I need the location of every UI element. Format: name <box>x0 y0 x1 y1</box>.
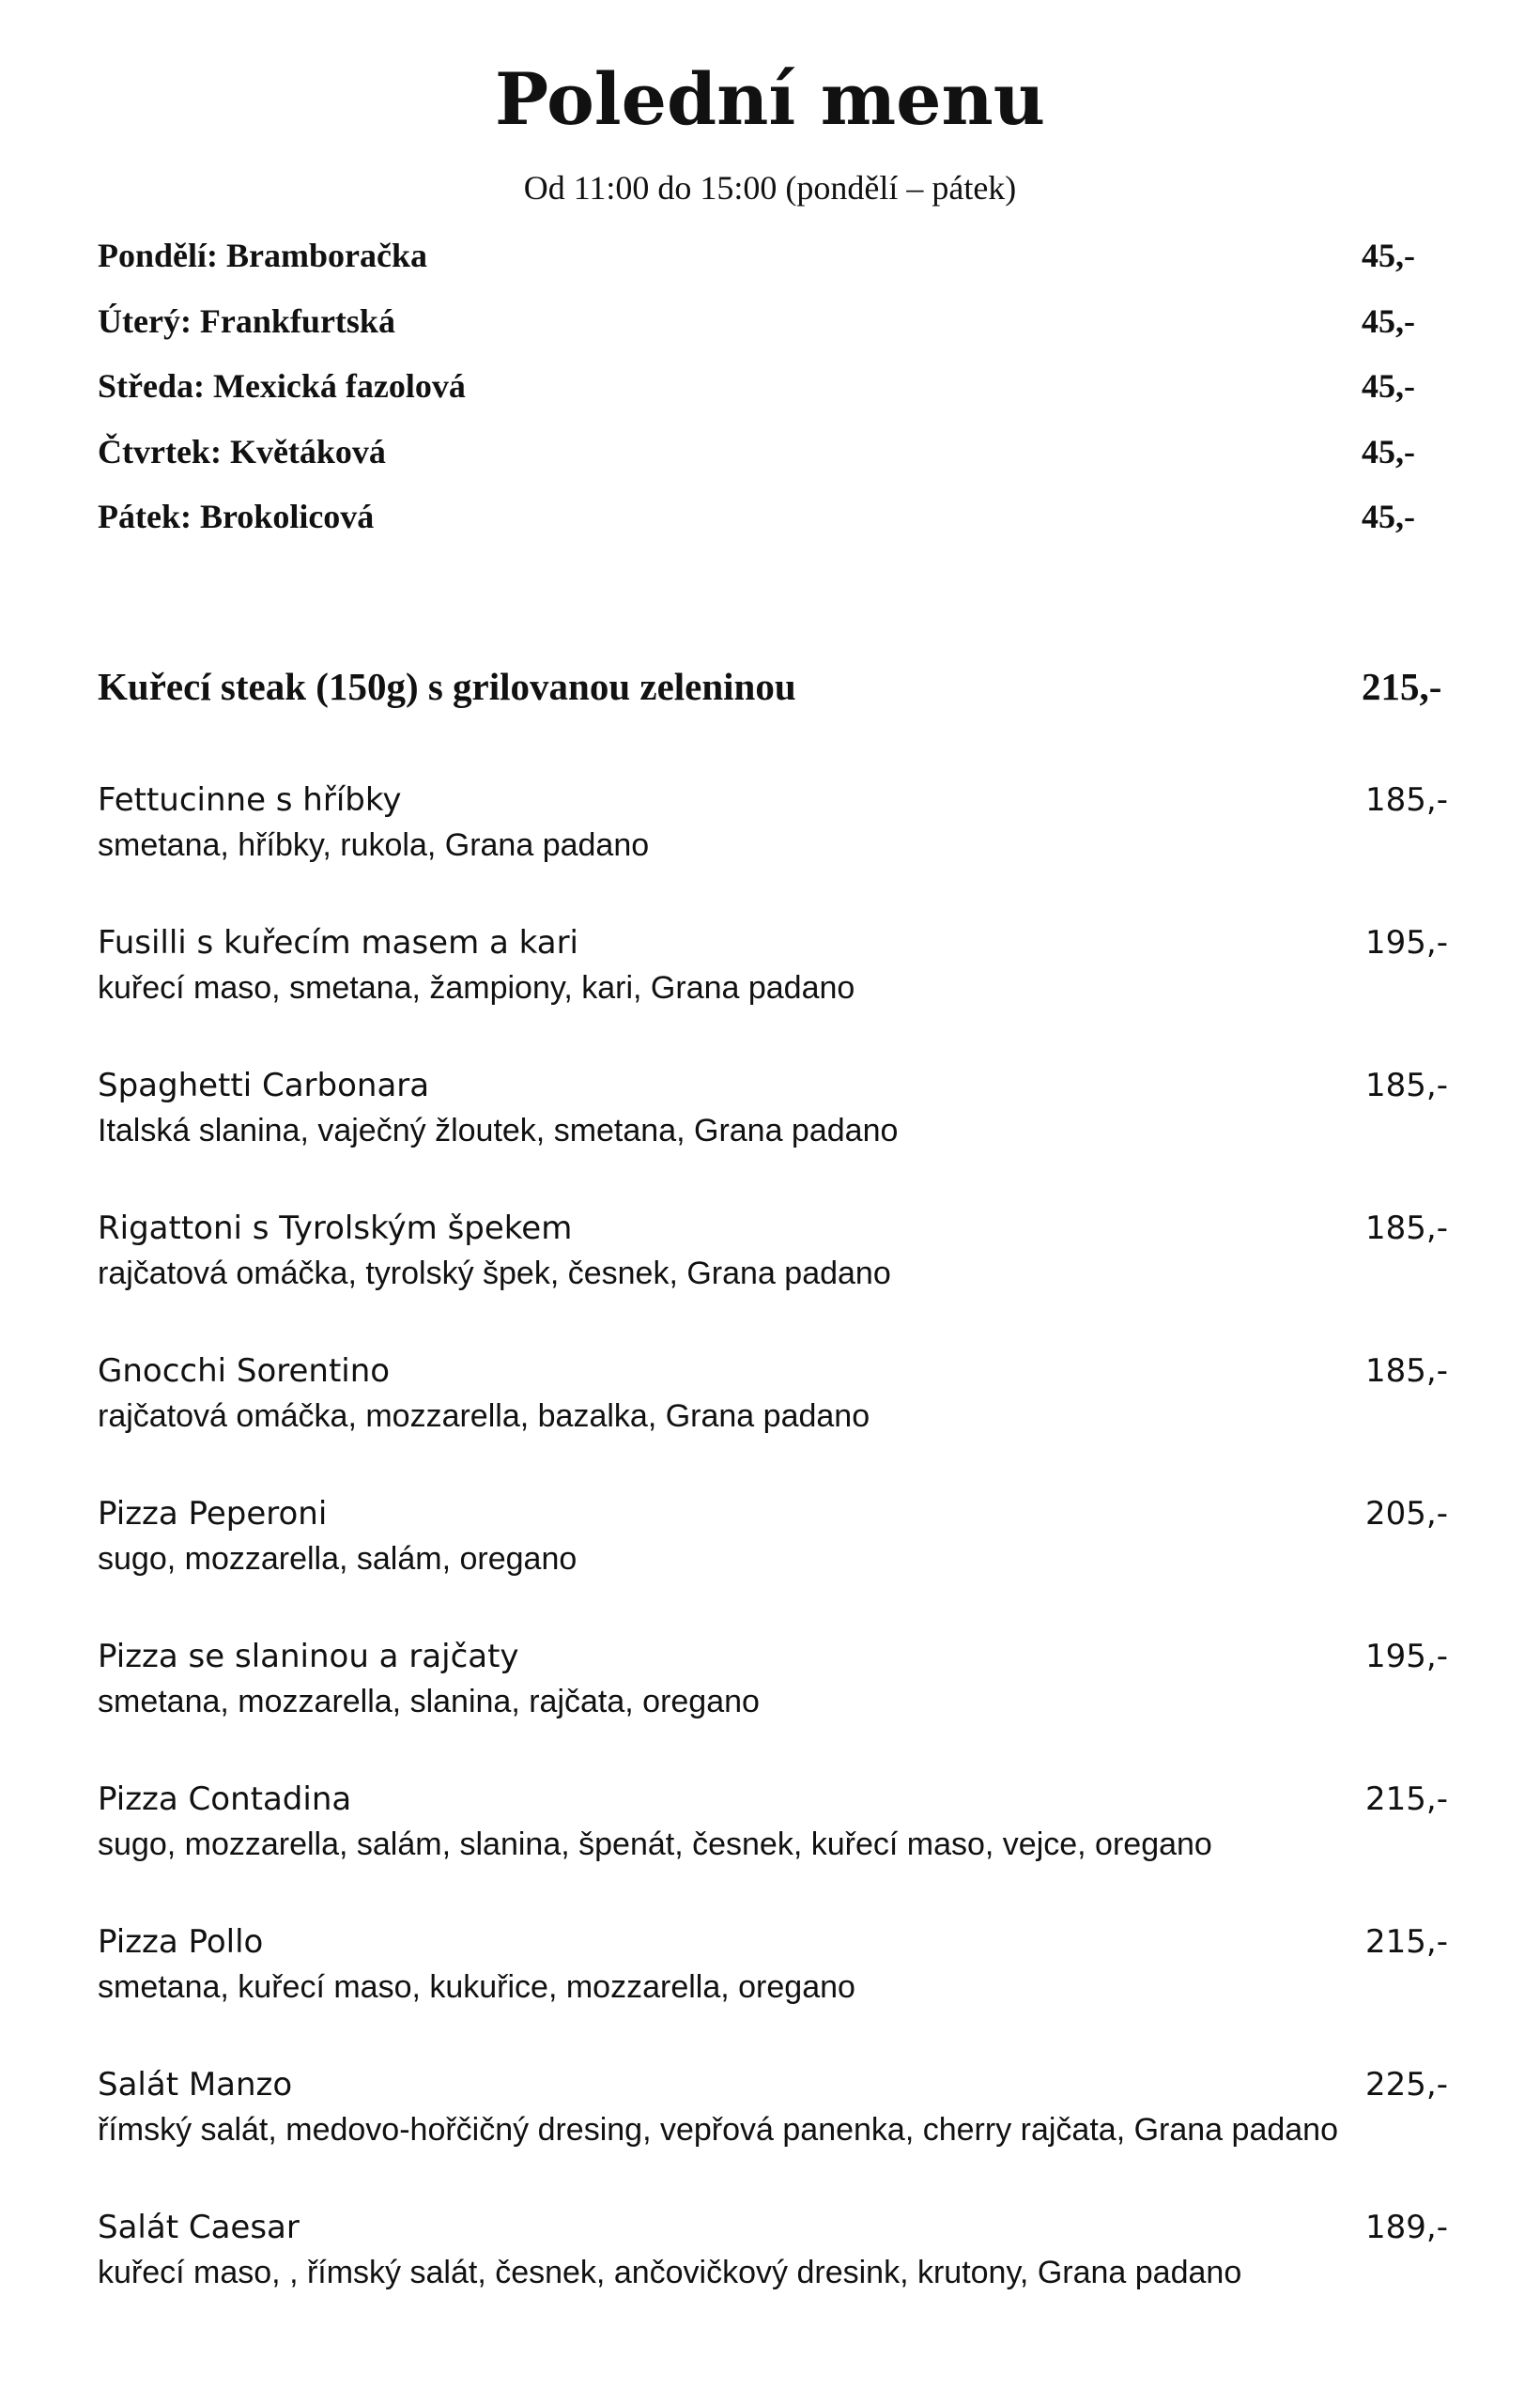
dish-description: sugo, mozzarella, salám, slanina, špenát, česnek, kuřecí maso, vejce, oregano <box>98 1826 1212 1862</box>
dish-price: 205,- <box>1365 1495 1448 1533</box>
dish-item <box>98 778 1469 881</box>
soup-name: Středa: Mexická fazolová <box>98 367 466 405</box>
dish-item <box>98 1206 1469 1309</box>
dish-description: smetana, hříbky, rukola, Grana padano <box>98 827 650 863</box>
dish-name: Fettucinne s hříbky <box>98 781 402 819</box>
dish-name: Fusilli s kuřecím masem a kari <box>98 924 578 962</box>
dish-name: Pizza se slaninou a rajčaty <box>98 1638 519 1675</box>
dish-name: Salát Manzo <box>98 2066 293 2104</box>
dish-item <box>98 1063 1469 1166</box>
dish-price: 189,- <box>1365 2209 1448 2246</box>
dish-description: smetana, kuřecí maso, kukuřice, mozzarella, oregano <box>98 1969 855 2005</box>
soup-name: Pátek: Brokolicová <box>98 498 375 535</box>
dish-name: Spaghetti Carbonara <box>98 1067 430 1104</box>
dish-description: smetana, mozzarella, slanina, rajčata, oregano <box>98 1684 760 1719</box>
page-title: Polední menu <box>494 57 1046 141</box>
dish-description: kuřecí maso, , římský salát, česnek, ančovičkový dresink, krutony, Grana padano <box>98 2255 1242 2290</box>
dish-price: 215,- <box>1365 1780 1448 1818</box>
soup-row <box>98 234 1431 277</box>
soup-price: 45,- <box>1362 367 1415 405</box>
dish-item <box>98 1634 1469 1737</box>
soup-row <box>98 300 1431 343</box>
dish-item <box>98 1491 1469 1595</box>
soup-row <box>98 495 1431 538</box>
dish-name: Pizza Pollo <box>98 1923 264 1961</box>
special-dish-price: 215,- <box>1362 665 1442 708</box>
dish-description: kuřecí maso, smetana, žampiony, kari, Grana padano <box>98 970 855 1006</box>
dish-description: sugo, mozzarella, salám, oregano <box>98 1541 578 1577</box>
dish-name: Gnocchi Sorentino <box>98 1352 391 1390</box>
dish-description: římský salát, medovo-hořčičný dresing, vepřová panenka, cherry rajčata, Grana padano <box>98 2112 1338 2148</box>
special-dish-row <box>98 661 1469 712</box>
soup-row <box>98 430 1431 473</box>
dish-item <box>98 2062 1469 2165</box>
dish-item <box>98 1348 1469 1452</box>
dish-item <box>98 920 1469 1024</box>
special-dish-name: Kuřecí steak (150g) s grilovanou zeleninou <box>98 665 796 708</box>
dish-price: 185,- <box>1365 1352 1448 1390</box>
dish-name: Salát Caesar <box>98 2209 300 2246</box>
soup-name: Pondělí: Bramboračka <box>98 237 427 274</box>
dish-name: Pizza Contadina <box>98 1780 352 1818</box>
dish-description: Italská slanina, vaječný žloutek, smetana, Grana padano <box>98 1113 899 1148</box>
dish-price: 195,- <box>1365 924 1448 962</box>
dish-price: 185,- <box>1365 1210 1448 1247</box>
dish-price: 225,- <box>1365 2066 1448 2104</box>
dish-name: Rigattoni s Tyrolským špekem <box>98 1210 573 1247</box>
soup-price: 45,- <box>1362 498 1415 535</box>
dish-description: rajčatová omáčka, tyrolský špek, česnek, Grana padano <box>98 1256 891 1291</box>
soup-price: 45,- <box>1362 302 1415 340</box>
dish-price: 215,- <box>1365 1923 1448 1961</box>
dish-price: 185,- <box>1365 781 1448 819</box>
soup-row <box>98 364 1431 408</box>
dish-item <box>98 1919 1469 2023</box>
dish-name: Pizza Peperoni <box>98 1495 328 1533</box>
soup-price: 45,- <box>1362 237 1415 274</box>
dish-description: rajčatová omáčka, mozzarella, bazalka, Grana padano <box>98 1398 870 1434</box>
opening-hours: Od 11:00 do 15:00 (pondělí – pátek) <box>523 169 1017 207</box>
dish-item <box>98 1777 1469 1880</box>
dish-price: 185,- <box>1365 1067 1448 1104</box>
soup-name: Úterý: Frankfurtská <box>98 302 395 340</box>
soup-price: 45,- <box>1362 433 1415 470</box>
dish-price: 195,- <box>1365 1638 1448 1675</box>
soup-name: Čtvrtek: Květáková <box>98 433 386 470</box>
dish-item <box>98 2205 1469 2308</box>
